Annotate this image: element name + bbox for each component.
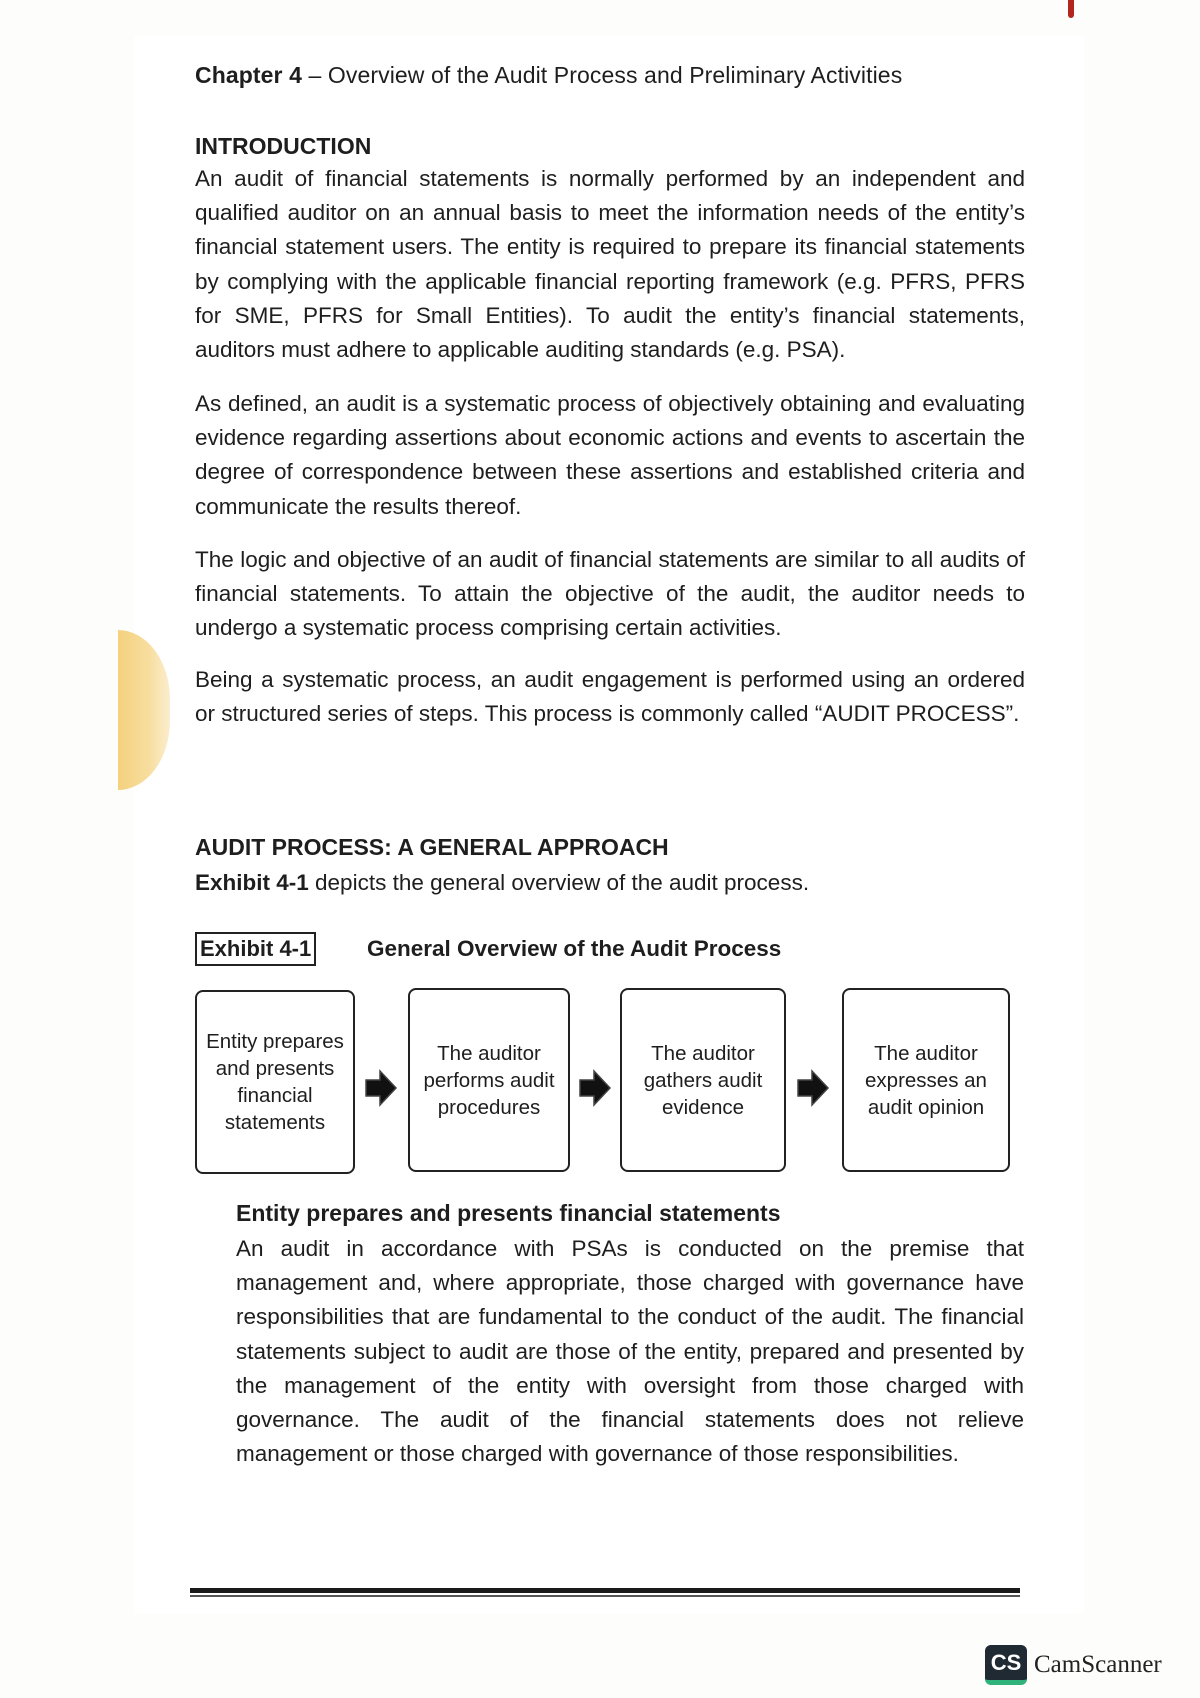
camscanner-logo-icon: CS	[985, 1645, 1027, 1685]
section-heading: Entity prepares and presents financial statements	[236, 1200, 781, 1226]
arrow-right-icon	[364, 1068, 398, 1108]
chapter-title: – Overview of the Audit Process and Preliminary Activities	[301, 62, 903, 88]
intro-paragraph-1: An audit of financial statements is normally performed by an independent and qualified auditor on an annual basis to meet the information needs of the entity’s financial statement users. The entity is required to prepare its financial statements by complying with the applicable financial reporting framework (e.g. PFRS, PFRS for SME, PFRS for Small Entities). To audit the entity’s financial statements, auditors must adhere to applicable auditing standards (e.g. PSA).	[195, 166, 1025, 363]
arrow-right-icon	[578, 1068, 612, 1108]
arrow-right-icon	[796, 1068, 830, 1108]
camscanner-text: CamScanner	[1034, 1651, 1162, 1678]
footer-rule	[190, 1588, 1020, 1593]
introduction-heading: INTRODUCTION	[195, 133, 372, 159]
flow-step-3-text: The auditor gathers audit evidence	[643, 1041, 763, 1119]
flow-step-4	[842, 988, 1010, 1172]
exhibit-intro-text: depicts the general overview of the audit process.	[308, 870, 810, 895]
flow-step-1-text: Entity prepares and presents financial statements	[206, 1030, 344, 1134]
camscanner-watermark	[985, 1645, 1162, 1685]
exhibit-title: General Overview of the Audit Process	[367, 936, 782, 961]
exhibit-intro-ref: Exhibit 4-1	[195, 870, 309, 895]
intro-paragraph-2: As defined, an audit is a systematic process of objectively obtaining and evaluating evidence regarding assertions about economic actions and events to ascertain the degree of correspondence between these assertions and established criteria and communicate the results thereof.	[195, 391, 1025, 519]
exhibit-intro	[195, 866, 1025, 900]
audit-process-heading: AUDIT PROCESS: A GENERAL APPROACH	[195, 834, 669, 860]
intro-paragraph-4: Being a systematic process, an audit engagement is performed using an ordered or structured series of steps. This process is commonly called “AUDIT PROCESS”.	[195, 667, 1025, 727]
flow-step-4-text: The auditor expresses an audit opinion	[865, 1041, 987, 1119]
pencil-mark	[1068, 0, 1074, 18]
footer-rule-thin	[190, 1595, 1020, 1597]
flow-step-2	[408, 988, 570, 1172]
flow-step-2-text: The auditor performs audit procedures	[423, 1041, 555, 1119]
intro-paragraph-3: The logic and objective of an audit of financial statements are similar to all audits of financial statements. To attain the objective of the audit, the auditor needs to undergo a systematic process comprising certain activities.	[195, 547, 1025, 641]
section-paragraph: An audit in accordance with PSAs is conducted on the premise that management and, where appropriate, those charged with governance have responsibilities that are fundamental to the conduct of the audit. The financial statements subject to audit are those of the entity, prepared and presented by the management of the entity with oversight from those charged with governance. The audit of the financial statements does not relieve management or those charged with governance of those responsibilities.	[236, 1236, 1024, 1467]
chapter-label: Chapter 4	[195, 62, 302, 88]
flow-step-1	[195, 990, 355, 1174]
exhibit-label: Exhibit 4-1	[195, 932, 316, 966]
chapter-header	[195, 62, 902, 89]
flow-step-3	[620, 988, 786, 1172]
